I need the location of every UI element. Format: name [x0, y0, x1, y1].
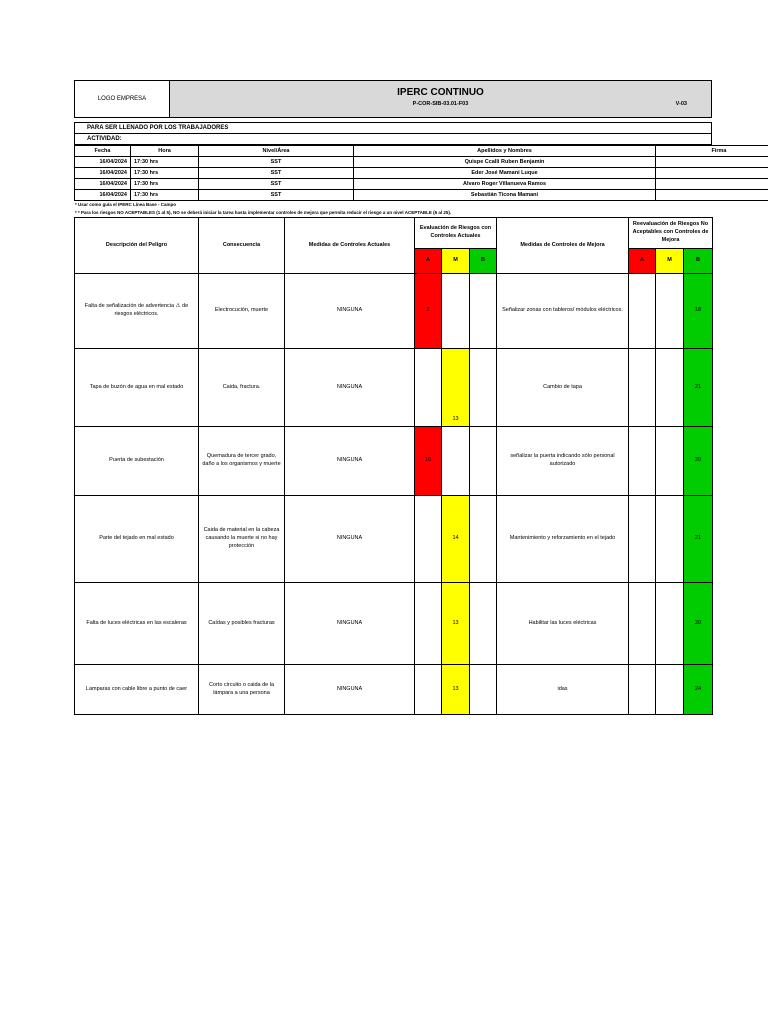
table-row [75, 274, 713, 349]
eval-a-cell [415, 665, 442, 715]
table-row [75, 496, 713, 583]
worker-nombre: Alvaro Roger Villanueva Ramos [354, 179, 656, 190]
improvement-controls: señalizar la puerta indicando sólo personal autorizado [497, 427, 629, 496]
worker-row [75, 190, 768, 201]
reeval-m-header: M [656, 249, 684, 274]
eval-b-cell [470, 496, 497, 583]
worker-nombre: Quispe Ccalli Ruben Benjamin [354, 157, 656, 168]
improvement-controls: idas [497, 665, 629, 715]
worker-firma[interactable] [656, 168, 768, 179]
worker-nivel: SST [199, 157, 354, 168]
eval-a-header: A [415, 249, 442, 274]
worker-nivel: SST [199, 168, 354, 179]
worker-hora: 17:30 hrs [131, 190, 199, 201]
hazard-description: Parte del tejado en mal estado [75, 496, 199, 583]
reeval-a-cell [629, 665, 656, 715]
consequence: Quemadura de tercer grado, daño a los organismos y muerte [199, 427, 285, 496]
reeval-a-cell [629, 274, 656, 349]
header-descripcion: Descripción del Peligro [75, 218, 199, 274]
reeval-b-cell: 20 [684, 583, 713, 665]
reeval-b-cell: 24 [684, 665, 713, 715]
form-header [74, 80, 712, 118]
consequence: Corto circuito o caida de la lámpara a una persona [199, 665, 285, 715]
col-firma: Firma [656, 146, 768, 157]
risk-table [74, 217, 713, 715]
eval-a-cell [415, 496, 442, 583]
worker-row [75, 179, 768, 190]
col-nivel: Nivel/Área [199, 146, 354, 157]
worker-firma[interactable] [656, 179, 768, 190]
table-row [75, 427, 713, 496]
table-row [75, 349, 713, 427]
current-controls: NINGUNA [285, 583, 415, 665]
worker-fecha: 16/04/2024 [75, 179, 131, 190]
col-hora: Hora [131, 146, 199, 157]
col-fecha: Fecha [75, 146, 131, 157]
hazard-description: Puerta de subestación [75, 427, 199, 496]
eval-a-cell: 2 [415, 274, 442, 349]
iperc-sheet [74, 80, 727, 715]
eval-m-cell [442, 274, 470, 349]
reeval-m-cell [656, 583, 684, 665]
hazard-description: Lamparas con cable libre a punto de caer [75, 665, 199, 715]
current-controls: NINGUNA [285, 274, 415, 349]
reeval-a-cell [629, 427, 656, 496]
current-controls: NINGUNA [285, 427, 415, 496]
reeval-b-cell: 20 [684, 427, 713, 496]
eval-b-cell [470, 427, 497, 496]
worker-nivel: SST [199, 190, 354, 201]
risk-header-row [75, 218, 713, 249]
worker-hora: 17:30 hrs [131, 157, 199, 168]
hazard-description: Tapa de buzón de agua en mal estado [75, 349, 199, 427]
header-consecuencia: Consecuencia [199, 218, 285, 274]
title-box [170, 81, 711, 117]
eval-a-cell [415, 349, 442, 427]
consequence: Caídas y posibles fracturas [199, 583, 285, 665]
note-acceptable: * * Para los riesgos NO ACEPTABLES (1 al 5), NO se deberá iniciar la tarea hasta implementar controles de mejora que permita reducir el riesgo a un nivel ACEPTABLE (6 al 25). [75, 210, 452, 215]
note-guide: * Usar como guía el IPERC Línea Base - Campo [75, 202, 177, 207]
current-controls: NINGUNA [285, 349, 415, 427]
header-medidas-actuales: Medidas de Controles Actuales [285, 218, 415, 274]
consequence: Electrocución, muerte [199, 274, 285, 349]
eval-m-cell: 13 [442, 665, 470, 715]
reeval-a-header: A [629, 249, 656, 274]
reeval-m-cell [656, 427, 684, 496]
worker-fecha: 16/04/2024 [75, 190, 131, 201]
worker-nivel: SST [199, 179, 354, 190]
reeval-a-cell [629, 496, 656, 583]
reeval-m-cell [656, 349, 684, 427]
reeval-b-cell: 21 [684, 496, 713, 583]
eval-m-cell [442, 427, 470, 496]
fill-label: PARA SER LLENADO POR LOS TRABAJADORES [74, 122, 712, 134]
hazard-description: Falta de señalización de advertencia ⚠ de riesgos eléctricos. [75, 274, 199, 349]
reeval-m-cell [656, 496, 684, 583]
workers-table [74, 145, 768, 201]
worker-row [75, 168, 768, 179]
hazard-description: Falta de luces eléctricas en las escaleras [75, 583, 199, 665]
consequence: Caida, fractura. [199, 349, 285, 427]
form-code: P-COR-SIB-03.01-F03 [412, 101, 469, 107]
consequence: Caida de material en la cabeza causando la muerte si no hay protección [199, 496, 285, 583]
workers-header-row [75, 146, 768, 157]
worker-hora: 17:30 hrs [131, 179, 199, 190]
worker-firma[interactable] [656, 157, 768, 168]
col-nombres: Apellidos y Nombres [354, 146, 656, 157]
header-reevaluacion: Reevaluación de Riesgos No Aceptables con Controles de Mejora [629, 218, 713, 249]
eval-b-cell [470, 274, 497, 349]
improvement-controls: Mantenimiento y reforzamiento en el tejado [497, 496, 629, 583]
reeval-b-cell: 21 [684, 349, 713, 427]
reeval-m-cell [656, 274, 684, 349]
eval-a-cell [415, 583, 442, 665]
table-row [75, 665, 713, 715]
worker-fecha: 16/04/2024 [75, 157, 131, 168]
current-controls: NINGUNA [285, 496, 415, 583]
eval-a-cell: 10 [415, 427, 442, 496]
worker-nombre: Sebastián Ticona Mamani [354, 190, 656, 201]
reeval-a-cell [629, 349, 656, 427]
worker-firma[interactable] [656, 190, 768, 201]
eval-b-header: B [470, 249, 497, 274]
eval-b-cell [470, 665, 497, 715]
eval-m-cell: 13 [442, 349, 470, 427]
worker-row [75, 157, 768, 168]
worker-fecha: 16/04/2024 [75, 168, 131, 179]
company-logo: LOGO EMPRESA [75, 81, 170, 117]
reeval-b-header: B [684, 249, 713, 274]
header-medidas-mejora: Medidas de Controles de Mejora [497, 218, 629, 274]
eval-b-cell [470, 583, 497, 665]
eval-m-cell: 13 [442, 583, 470, 665]
activity-label: ACTIVIDAD: [74, 134, 712, 145]
worker-hora: 17:30 hrs [131, 168, 199, 179]
reeval-a-cell [629, 583, 656, 665]
current-controls: NINGUNA [285, 665, 415, 715]
reeval-b-cell: 18 [684, 274, 713, 349]
eval-b-cell [470, 349, 497, 427]
form-version: V-03 [675, 101, 687, 107]
eval-m-header: M [442, 249, 470, 274]
reeval-m-cell [656, 665, 684, 715]
eval-m-cell: 14 [442, 496, 470, 583]
improvement-controls: Señalizar zonas con tableros/ módulos eléctricos. [497, 274, 629, 349]
form-title: IPERC CONTINUO [397, 87, 484, 98]
table-row [75, 583, 713, 665]
header-evaluacion: Evaluación de Riesgos con Controles Actuales [415, 218, 497, 249]
improvement-controls: Cambio de tapa [497, 349, 629, 427]
improvement-controls: Habilitar las luces eléctricas [497, 583, 629, 665]
worker-nombre: Eder José Mamani Luque [354, 168, 656, 179]
